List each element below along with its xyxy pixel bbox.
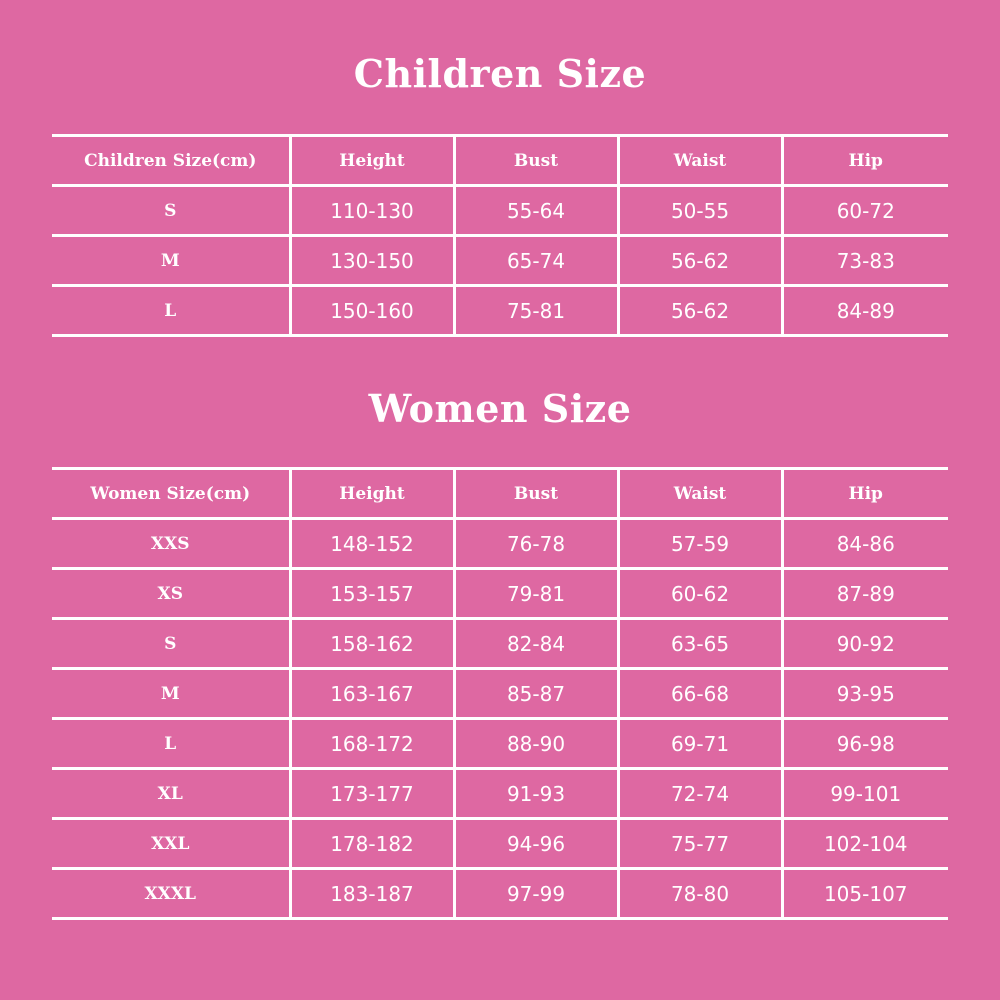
- hip-cell: 99-101: [782, 769, 948, 819]
- bust-cell: 97-99: [454, 869, 618, 919]
- waist-cell: 56-62: [618, 236, 782, 286]
- height-cell: 173-177: [290, 769, 454, 819]
- size-label: XL: [52, 769, 290, 819]
- bust-cell: 88-90: [454, 719, 618, 769]
- size-label: XS: [52, 569, 290, 619]
- header-hip: Hip: [782, 469, 948, 519]
- hip-cell: 84-86: [782, 519, 948, 569]
- height-cell: 110-130: [290, 186, 454, 236]
- height-cell: 158-162: [290, 619, 454, 669]
- waist-cell: 72-74: [618, 769, 782, 819]
- size-label: XXXL: [52, 869, 290, 919]
- waist-cell: 56-62: [618, 286, 782, 336]
- size-label: L: [52, 719, 290, 769]
- hip-cell: 96-98: [782, 719, 948, 769]
- children-size-title: Children Size: [353, 51, 647, 96]
- height-cell: 163-167: [290, 669, 454, 719]
- size-label: S: [52, 619, 290, 669]
- table-row: [52, 869, 948, 919]
- bust-cell: 85-87: [454, 669, 618, 719]
- waist-cell: 57-59: [618, 519, 782, 569]
- table-row: [52, 286, 948, 336]
- table-row: [52, 186, 948, 236]
- height-cell: 150-160: [290, 286, 454, 336]
- size-label: S: [52, 186, 290, 236]
- table-row: [52, 619, 948, 669]
- header-hip: Hip: [782, 136, 948, 186]
- hip-cell: 84-89: [782, 286, 948, 336]
- height-cell: 130-150: [290, 236, 454, 286]
- table-row: [52, 669, 948, 719]
- header-waist: Waist: [618, 469, 782, 519]
- waist-cell: 75-77: [618, 819, 782, 869]
- hip-cell: 105-107: [782, 869, 948, 919]
- children-size-table: [52, 134, 948, 337]
- hip-cell: 93-95: [782, 669, 948, 719]
- header-height: Height: [290, 136, 454, 186]
- size-label: XXL: [52, 819, 290, 869]
- waist-cell: 63-65: [618, 619, 782, 669]
- women-size-title: Women Size: [368, 386, 632, 431]
- height-cell: 183-187: [290, 869, 454, 919]
- header-size: Children Size(cm): [52, 136, 290, 186]
- women-size-table: [52, 467, 948, 920]
- table-row: [52, 819, 948, 869]
- waist-cell: 78-80: [618, 869, 782, 919]
- header-bust: Bust: [454, 469, 618, 519]
- size-label: XXS: [52, 519, 290, 569]
- bust-cell: 82-84: [454, 619, 618, 669]
- height-cell: 153-157: [290, 569, 454, 619]
- hip-cell: 102-104: [782, 819, 948, 869]
- bust-cell: 65-74: [454, 236, 618, 286]
- table-row: [52, 569, 948, 619]
- height-cell: 178-182: [290, 819, 454, 869]
- hip-cell: 87-89: [782, 569, 948, 619]
- hip-cell: 60-72: [782, 186, 948, 236]
- bust-cell: 79-81: [454, 569, 618, 619]
- waist-cell: 50-55: [618, 186, 782, 236]
- header-bust: Bust: [454, 136, 618, 186]
- waist-cell: 66-68: [618, 669, 782, 719]
- header-size: Women Size(cm): [52, 469, 290, 519]
- hip-cell: 73-83: [782, 236, 948, 286]
- waist-cell: 60-62: [618, 569, 782, 619]
- header-waist: Waist: [618, 136, 782, 186]
- height-cell: 148-152: [290, 519, 454, 569]
- table-header-row: [52, 469, 948, 519]
- bust-cell: 75-81: [454, 286, 618, 336]
- table-row: [52, 519, 948, 569]
- height-cell: 168-172: [290, 719, 454, 769]
- table-row: [52, 769, 948, 819]
- waist-cell: 69-71: [618, 719, 782, 769]
- size-label: L: [52, 286, 290, 336]
- bust-cell: 91-93: [454, 769, 618, 819]
- hip-cell: 90-92: [782, 619, 948, 669]
- table-header-row: [52, 136, 948, 186]
- table-row: [52, 236, 948, 286]
- size-label: M: [52, 669, 290, 719]
- table-row: [52, 719, 948, 769]
- bust-cell: 55-64: [454, 186, 618, 236]
- size-label: M: [52, 236, 290, 286]
- header-height: Height: [290, 469, 454, 519]
- bust-cell: 94-96: [454, 819, 618, 869]
- bust-cell: 76-78: [454, 519, 618, 569]
